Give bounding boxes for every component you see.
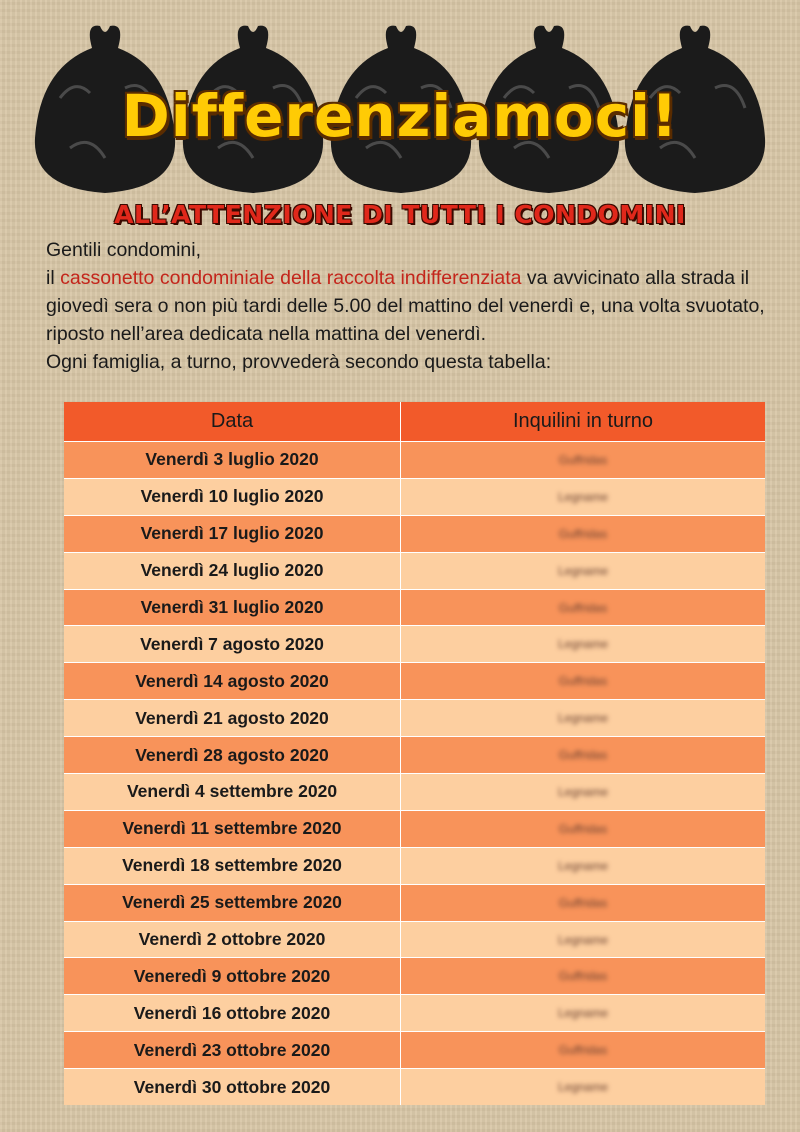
tenant-name: Guffridas — [558, 452, 608, 467]
table-row — [64, 994, 765, 1031]
table-row — [64, 847, 765, 884]
row-tenant — [401, 811, 765, 847]
tenant-name: Guffridas — [558, 895, 608, 910]
row-tenant — [401, 1069, 765, 1105]
table-row — [64, 552, 765, 589]
row-date: Venerdì 23 ottobre 2020 — [64, 1032, 401, 1068]
page-subtitle: ALL’ATTENZIONE DI TUTTI I CONDOMINI — [114, 200, 686, 229]
row-tenant — [401, 700, 765, 736]
tenant-name: Guffridas — [558, 526, 608, 541]
row-date: Venerdì 25 settembre 2020 — [64, 885, 401, 921]
table-row — [64, 810, 765, 847]
tenant-name: Guffridas — [558, 748, 608, 763]
row-tenant — [401, 590, 765, 626]
highlighted-text: cassonetto condominiale della raccolta indifferenziata — [60, 267, 522, 289]
tenant-name: Guffridas — [558, 821, 608, 836]
row-date: Venerdì 17 luglio 2020 — [64, 516, 401, 552]
tenant-name: Guffridas — [558, 600, 608, 615]
row-tenant — [401, 663, 765, 699]
row-date: Venerdì 3 luglio 2020 — [64, 442, 401, 478]
table-row — [64, 589, 765, 626]
row-tenant — [401, 516, 765, 552]
header-date: Data — [64, 402, 401, 441]
table-row — [64, 957, 765, 994]
row-tenant — [401, 553, 765, 589]
row-tenant — [401, 626, 765, 662]
intro-paragraph — [46, 264, 776, 348]
row-tenant — [401, 922, 765, 958]
row-date: Venerdì 10 luglio 2020 — [64, 479, 401, 515]
table-row — [64, 921, 765, 958]
row-tenant — [401, 958, 765, 994]
table-row — [64, 1031, 765, 1068]
row-date: Venerdì 28 agosto 2020 — [64, 737, 401, 773]
table-row — [64, 441, 765, 478]
row-tenant — [401, 442, 765, 478]
header-tenants: Inquilini in turno — [512, 410, 654, 432]
table-row — [64, 1068, 765, 1105]
table-row — [64, 515, 765, 552]
tenant-name: Legname — [557, 637, 609, 652]
greeting: Gentili condomini, — [46, 239, 201, 261]
table-row — [64, 625, 765, 662]
row-tenant — [401, 995, 765, 1031]
row-tenant — [401, 774, 765, 810]
row-date: Venerdì 24 luglio 2020 — [64, 553, 401, 589]
row-tenant — [401, 479, 765, 515]
intro-text — [46, 236, 776, 376]
row-tenant — [401, 848, 765, 884]
row-date: Veneredì 9 ottobre 2020 — [64, 958, 401, 994]
table-row — [64, 736, 765, 773]
row-date: Venerdì 16 ottobre 2020 — [64, 995, 401, 1031]
intro-prefix: il — [46, 267, 61, 289]
tenant-name: Legname — [557, 563, 609, 578]
schedule-table — [64, 402, 765, 1105]
tenant-name: Legname — [557, 932, 609, 947]
row-tenant — [401, 885, 765, 921]
tenant-name: Guffridas — [558, 1043, 608, 1058]
tenant-name: Guffridas — [558, 674, 608, 689]
tenant-name: Legname — [557, 858, 609, 873]
tenant-name: Legname — [557, 784, 609, 799]
tenant-name: Legname — [557, 1080, 609, 1095]
row-tenant — [401, 737, 765, 773]
row-date: Venerdì 4 settembre 2020 — [64, 774, 401, 810]
row-date: Venerdì 18 settembre 2020 — [64, 848, 401, 884]
tenant-name: Legname — [557, 1006, 609, 1021]
tenant-name: Legname — [557, 711, 609, 726]
table-row — [64, 478, 765, 515]
table-row — [64, 699, 765, 736]
tenant-name: Guffridas — [558, 969, 608, 984]
table-row — [64, 884, 765, 921]
intro-rest: va avvicinato alla strada il giovedì sera o non più tardi delle 5.00 del mattino del venerdì e, una volta svuotato, riposto nell’area dedicata nella mattina del venerdì. — [46, 267, 765, 345]
intro-closing: Ogni famiglia, a turno, provvederà secondo questa tabella: — [46, 351, 552, 373]
table-header — [64, 402, 765, 441]
row-date: Venerdì 14 agosto 2020 — [64, 663, 401, 699]
page-title: Differenziamoci! — [121, 82, 679, 150]
table-row — [64, 773, 765, 810]
row-date: Venerdì 30 ottobre 2020 — [64, 1069, 401, 1105]
table-row — [64, 662, 765, 699]
row-date: Venerdì 21 agosto 2020 — [64, 700, 401, 736]
row-date: Venerdì 7 agosto 2020 — [64, 626, 401, 662]
row-date: Venerdì 31 luglio 2020 — [64, 590, 401, 626]
row-date: Venerdì 11 settembre 2020 — [64, 811, 401, 847]
row-date: Venerdì 2 ottobre 2020 — [64, 922, 401, 958]
tenant-name: Legname — [557, 489, 609, 504]
row-tenant — [401, 1032, 765, 1068]
